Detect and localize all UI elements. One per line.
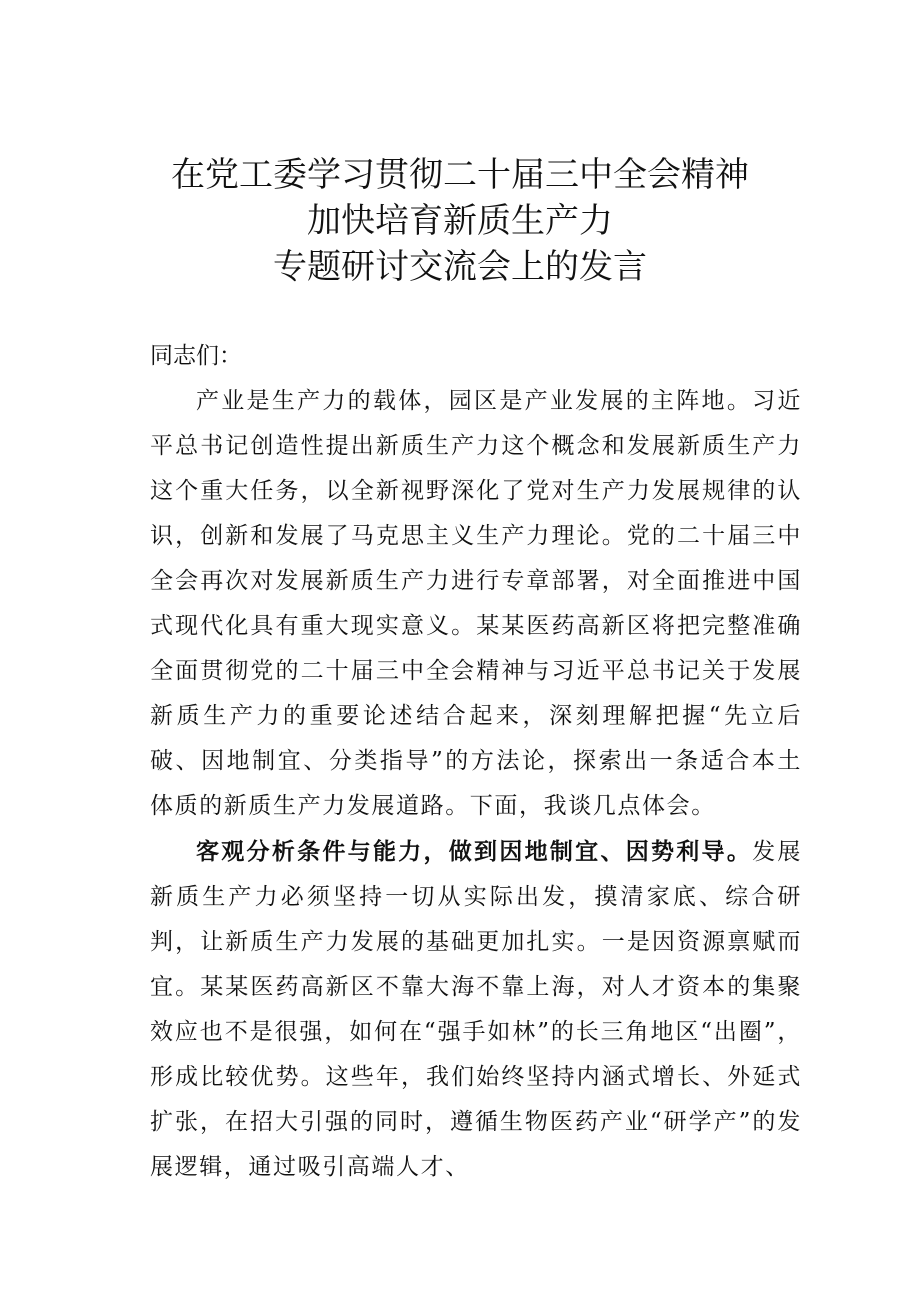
paragraph-point-1 bbox=[150, 829, 802, 1190]
document-title bbox=[0, 152, 920, 290]
title-line-1: 在党工委学习贯彻二十届三中全会精神 bbox=[171, 155, 749, 195]
paragraph-point-1-lead: 客观分析条件与能力，做到因地制宜、因势利导。 bbox=[196, 838, 753, 865]
paragraph-intro-text: 产业是生产力的载体，园区是产业发展的主阵地。习近平总书记创造性提出新质生产力这个概念和发展新质生产力这个重大任务，以全新视野深化了党对生产力发展规律的认识，创新和发展了马克思主义生产力理论。党的二十届三中全会再次对发展新质生产力进行专章部署，对全面推进中国式现代化具有重大现实意义。某某医药高新区将把完整准确全面贯彻党的二十届三中全会精神与习近平总书记关于发展新质生产力的重要论述结合起来，深刻理解把握“先立后破、因地制宜、分类指导”的方法论，探索出一条适合本土体质的新质生产力发展道路。下面，我谈几点体会。 bbox=[150, 388, 802, 819]
title-line-2: 加快培育新质生产力 bbox=[307, 201, 613, 241]
document-body bbox=[150, 334, 802, 1190]
paragraph-point-1-text: 发展新质生产力必须坚持一切从实际出发，摸清家底、综合研判，让新质生产力发展的基础更加扎实。一是因资源禀赋而宜。某某医药高新区不靠大海不靠上海，对人才资本的集聚效应也不是很强，如何在“强手如林”的长三角地区“出圈”，形成比较优势。这些年，我们始终坚持内涵式增长、外延式扩张，在招大引强的同时，遵循生物医药产业“研学产”的发展逻辑，通过吸引高端人才、 bbox=[150, 839, 803, 1180]
title-line-3: 专题研讨交流会上的发言 bbox=[273, 247, 647, 287]
salutation: 同志们： bbox=[150, 343, 242, 369]
paragraph-intro bbox=[150, 379, 802, 829]
